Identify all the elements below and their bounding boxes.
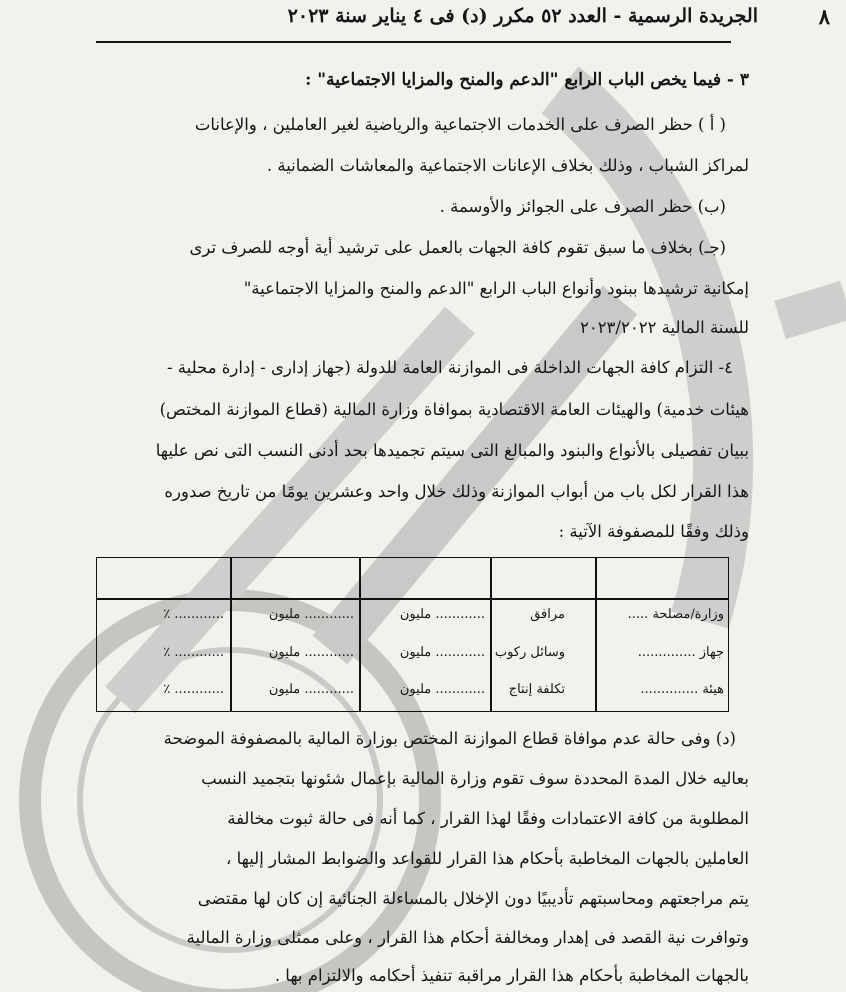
table-cell-item: تكلفة إنتاج (508, 682, 565, 697)
clause-d-line-7: بالجهات المخاطبة بأحكام هذا القرار مراقبة تنفيذ أحكامه والالتزام بها . (274, 966, 749, 985)
table-cell-amount: ............ مليون (268, 682, 354, 697)
gazette-header-title: الجريدة الرسمية - العدد ٥٢ مكرر (د) فى ٤ يناير سنة ٢٠٢٣ (287, 5, 758, 27)
clause-c-line-3: للسنة المالية ٢٠٢٣/٢٠٢٢ (579, 318, 749, 337)
page-header (95, 0, 846, 36)
section-4-line-5: وذلك وفقًا للمصفوفة الآتية : (558, 522, 749, 541)
table-cell-amount: ............ مليون (399, 682, 485, 697)
clause-a-line-2: لمراكز الشباب ، وذلك بخلاف الإعانات الاجتماعية والمعاشات الضمانية . (266, 156, 749, 175)
table-cell-entity: وزارة/مصلحة ..... (627, 607, 724, 622)
table-cell-amount: ............ مليون (399, 607, 485, 622)
clause-d-line-6: وتوافرت نية القصد فى إهدار ومخالفة أحكام هذا القرار ، وعلى ممثلى وزارة المالية (186, 928, 749, 947)
header-row-divider (97, 598, 728, 600)
table-cell-percent: ............ ٪ (163, 682, 224, 697)
clause-c-line-1: (جـ) بخلاف ما سبق تقوم كافة الجهات بالعمل على ترشيد أية أوجه للصرف ترى (189, 238, 726, 257)
table-cell-amount: ............ مليون (399, 645, 485, 660)
clause-d-line-2: بعاليه خلال المدة المحددة سوف تقوم وزارة المالية بإعمال شئونها بتجميد النسب (201, 769, 749, 788)
section-4-line-1: ٤- التزام كافة الجهات الداخلة فى الموازنة العامة للدولة (جهاز إدارى - إدارة محلية - (166, 358, 733, 377)
table-cell-amount: ............ مليون (268, 607, 354, 622)
table-cell-entity: هيئة .............. (640, 682, 724, 697)
column-divider (490, 558, 492, 711)
clause-d-line-1: (د) وفى حالة عدم موافاة قطاع الموازنة المختص بوزارة المالية بالمصفوفة الموضحة (163, 729, 736, 748)
clause-c-line-2: إمكانية ترشيدها ببنود وأنواع الباب الرابع "الدعم والمنح والمزايا الاجتماعية" (243, 279, 749, 298)
section-3-title: ٣ - فيما يخص الباب الرابع "الدعم والمنح والمزايا الاجتماعية" : (305, 70, 749, 90)
section-4-line-2: هيئات خدمية) والهيئات العامة الاقتصادية بموافاة وزارة المالية (قطاع الموازنة المختص) (159, 400, 749, 419)
header-divider (96, 41, 731, 43)
table-cell-item: مرافق (530, 607, 565, 622)
clause-a-line-1: ( أ ) حظر الصرف على الخدمات الاجتماعية والرياضية لغير العاملين ، والإعانات (194, 115, 726, 134)
page-number: ٨ (818, 4, 830, 29)
clause-d-line-5: يتم مراجعتهم ومحاسبتهم تأديبيًا دون الإخلال بالمساءلة الجنائية إن كان لها مقتضى (197, 889, 749, 908)
table-cell-entity: جهاز .............. (637, 645, 724, 660)
table-cell-percent: ............ ٪ (163, 607, 224, 622)
table-cell-amount: ............ مليون (268, 645, 354, 660)
table-cell-percent: ............ ٪ (163, 645, 224, 660)
column-divider (359, 558, 361, 711)
clause-d-line-3: المطلوبة من كافة الاعتمادات وفقًا لهذا القرار ، كما أنه فى حالة ثبوت مخالفة (227, 809, 749, 828)
column-divider (230, 558, 232, 711)
section-4-line-3: ببيان تفصيلى بالأنواع والبنود والمبالغ التى سيتم تجميدها بحد أدنى النسب التى نص عليها (155, 441, 749, 460)
table-cell-item: وسائل ركوب (494, 645, 565, 660)
clause-d-line-4: العاملين بالجهات المخاطبة بأحكام هذا القرار للقواعد والضوابط المشار إليها ، (226, 849, 749, 868)
clause-b-line-1: (ب) حظر الصرف على الجوائز والأوسمة . (439, 197, 726, 216)
column-divider (595, 558, 597, 711)
freeze-matrix-table (96, 557, 729, 712)
section-4-line-4: هذا القرار لكل باب من أبواب الموازنة وذلك خلال واحد وعشرين يومًا من تاريخ صدوره (164, 482, 749, 501)
